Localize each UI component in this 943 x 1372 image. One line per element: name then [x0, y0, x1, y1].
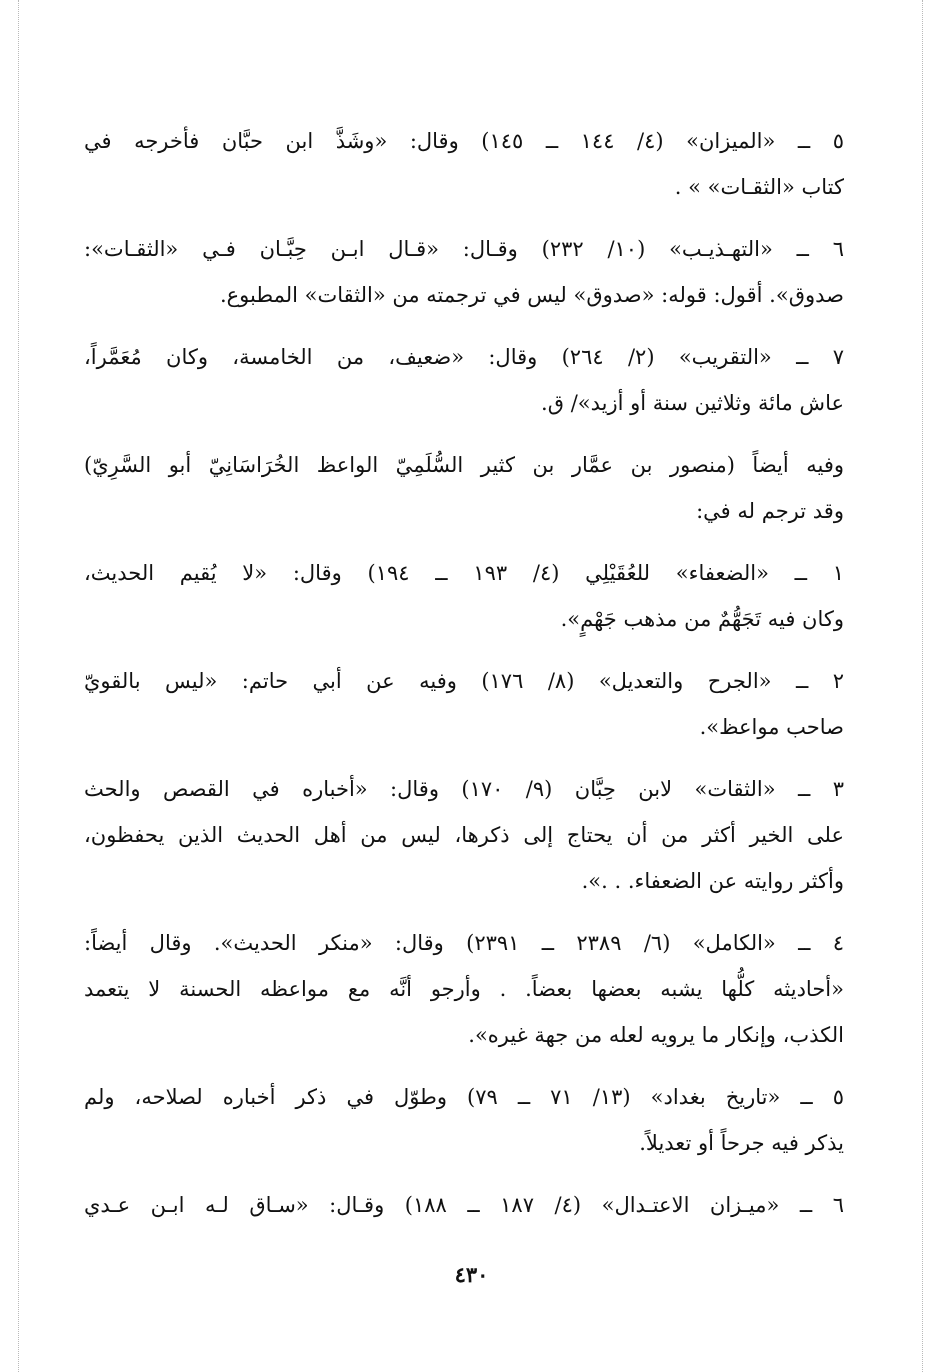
text-line: يذكر فيه جرحاً أو تعديلاً.	[639, 1131, 844, 1155]
entry-paragraph	[84, 766, 844, 904]
text-line: على الخير أكثر من أن يحتاج إلى ذكرها، ليس من أهل الحديث الذين يحفظون،	[84, 823, 844, 847]
text-line: ١ ــ «الضعفاء» للعُقَيْلِي (٤/ ١٩٣ ــ ١٩٤) وقال: «لا يُقيم الحديث،	[84, 561, 844, 585]
text-line: صدوق». أقول: قوله: «صدوق» ليس في ترجمته من «الثقات» المطبوع.	[219, 283, 844, 307]
entry-paragraph	[84, 334, 844, 426]
text-line: وكان فيه تَجَهُّمٌ من مذهب جَهْمٍ».	[560, 607, 844, 631]
text-line: وأكثر روايته عن الضعفاء. . .».	[581, 869, 844, 893]
entry-paragraph	[84, 226, 844, 318]
entry-paragraph	[84, 118, 844, 210]
entry-paragraph	[84, 442, 844, 534]
text-line: وفيه أيضاً (منصور بن عمَّار بن كثير السُّلَمِيّ الواعظ الخُرَاسَانِيّ أبو السَّرِيّ)	[84, 453, 844, 477]
text-line: صاحب مواعظ».	[699, 715, 844, 739]
entry-paragraph	[84, 920, 844, 1058]
text-line: «أحاديثه كلُّها يشبه بعضها بعضاً. . وأرجو أنَّه مع مواعظه الحسنة لا يتعمد	[84, 977, 844, 1001]
entry-paragraph	[84, 550, 844, 642]
text-line: ٥ ــ «الميزان» (٤/ ١٤٤ ــ ١٤٥) وقال: «وشَذَّ ابن حبَّان فأخرجه في	[84, 129, 844, 153]
text-line: ٧ ــ «التقريب» (٢/ ٢٦٤) وقال: «ضعيف، من الخامسة، وكان مُعَمَّراً،	[84, 345, 844, 369]
text-line: عاش مائة وثلاثين سنة أو أزيد»/ ق.	[541, 391, 844, 415]
text-line: الكذب، وإنكار ما يرويه لعله من جهة غيره».	[468, 1023, 844, 1047]
text-line: ٦ ــ «ميـزان الاعتـدال» (٤/ ١٨٧ ــ ١٨٨) وقـال: «سـاق لـه ابـن عـدي	[84, 1193, 844, 1217]
text-line: وقد ترجم له في:	[696, 499, 844, 523]
page-number: ٤٣٠	[454, 1262, 489, 1287]
left-edge-dotted-line	[18, 0, 19, 1372]
right-edge-dotted-line	[922, 0, 923, 1372]
entry-paragraph	[84, 1074, 844, 1166]
text-line: كتاب «الثقـات» » .	[674, 175, 844, 199]
text-line: ٣ ــ «الثقات» لابن حِبَّان (٩/ ١٧٠) وقال: «أخباره في القصص والحث	[84, 777, 844, 801]
text-line: ٢ ــ «الجرح والتعديل» (٨/ ١٧٦) وفيه عن أبي حاتم: «ليس بالقويّ	[84, 669, 844, 693]
page-body	[84, 118, 844, 1244]
entry-paragraph	[84, 1182, 844, 1228]
text-line: ٥ ــ «تاريخ بغداد» (١٣/ ٧١ ــ ٧٩) وطوّل في ذكر أخباره لصلاحه، ولم	[84, 1085, 844, 1109]
text-line: ٤ ــ «الكامل» (٦/ ٢٣٨٩ ــ ٢٣٩١) وقال: «منكر الحديث». وقال أيضاً:	[84, 931, 844, 955]
entry-paragraph	[84, 658, 844, 750]
text-line: ٦ ــ «التهـذيـب» (١٠/ ٢٣٢) وقـال: «قـال ابـن حِبَّـان فـي «الثقـات»:	[84, 237, 844, 261]
